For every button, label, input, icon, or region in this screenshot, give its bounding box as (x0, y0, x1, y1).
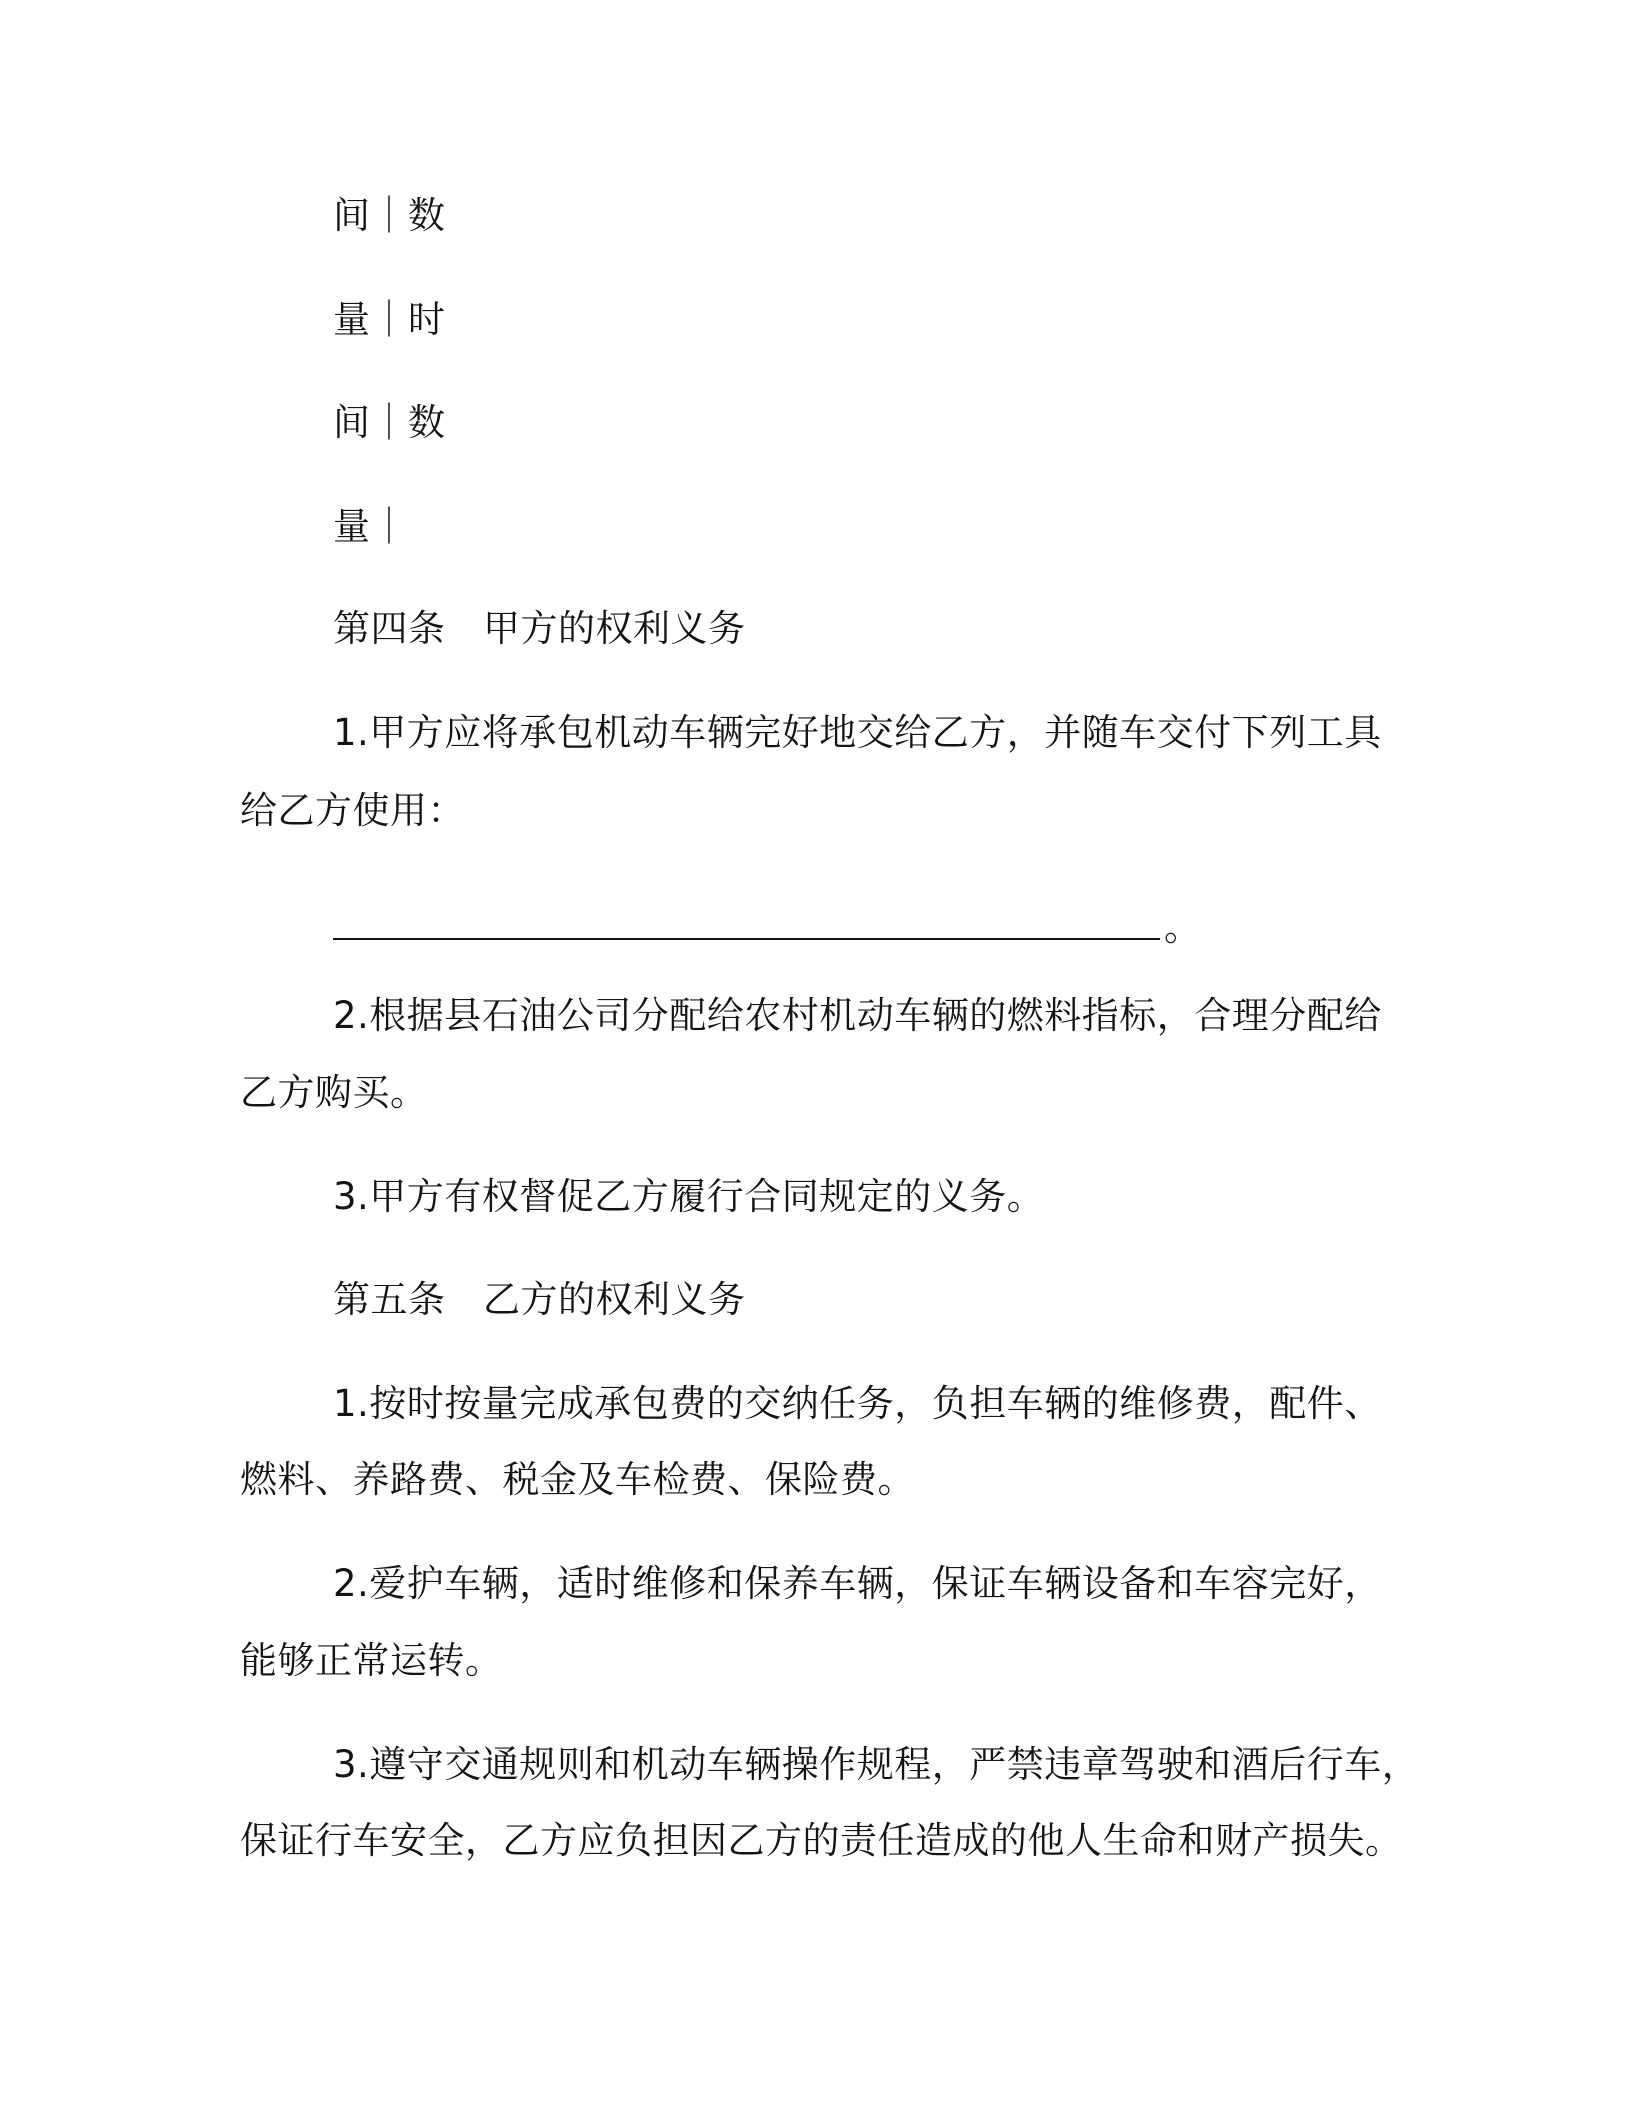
article-5-heading: 第五条 乙方的权利义务 (333, 1278, 746, 1321)
article-5-item-3-line-1: 3.遵守交通规则和机动车辆操作规程，严禁违章驾驶和酒后行车， (333, 1743, 1420, 1786)
table-fragment-line: 间｜数 (333, 401, 446, 444)
blank-line-end-punctuation: 。 (1164, 906, 1202, 949)
article-5-item-3-line-2: 保证行车安全，乙方应负担因乙方的责任造成的他人生命和财产损失。 (240, 1819, 1403, 1862)
fill-in-blank-line (333, 898, 1202, 950)
article-4-item-2-line-1: 2.根据县石油公司分配给农村机动车辆的燃料指标，合理分配给 (333, 994, 1382, 1037)
table-fragment-line: 间｜数 (333, 194, 446, 237)
article-4-item-3-line-1: 3.甲方有权督促乙方履行合同规定的义务。 (333, 1175, 1045, 1218)
article-4-item-1-line-1: 1.甲方应将承包机动车辆完好地交给乙方，并随车交付下列工具 (333, 711, 1382, 754)
article-4-heading: 第四条 甲方的权利义务 (333, 607, 746, 650)
table-fragment-line: 量｜ (333, 505, 408, 548)
article-5-item-1-line-1: 1.按时按量完成承包费的交纳任务，负担车辆的维修费，配件、 (333, 1382, 1382, 1425)
article-5-item-1-line-2: 燃料、养路费、税金及车检费、保险费。 (240, 1458, 915, 1501)
article-5-item-2-line-1: 2.爱护车辆，适时维修和保养车辆，保证车辆设备和车容完好， (333, 1562, 1382, 1605)
fill-in-blank[interactable] (333, 898, 1160, 940)
article-4-item-2-line-2: 乙方购买。 (240, 1071, 428, 1114)
article-4-item-1-line-2: 给乙方使用： (240, 789, 465, 832)
article-5-item-2-line-2: 能够正常运转。 (240, 1639, 503, 1682)
table-fragment-line: 量｜时 (333, 298, 446, 341)
